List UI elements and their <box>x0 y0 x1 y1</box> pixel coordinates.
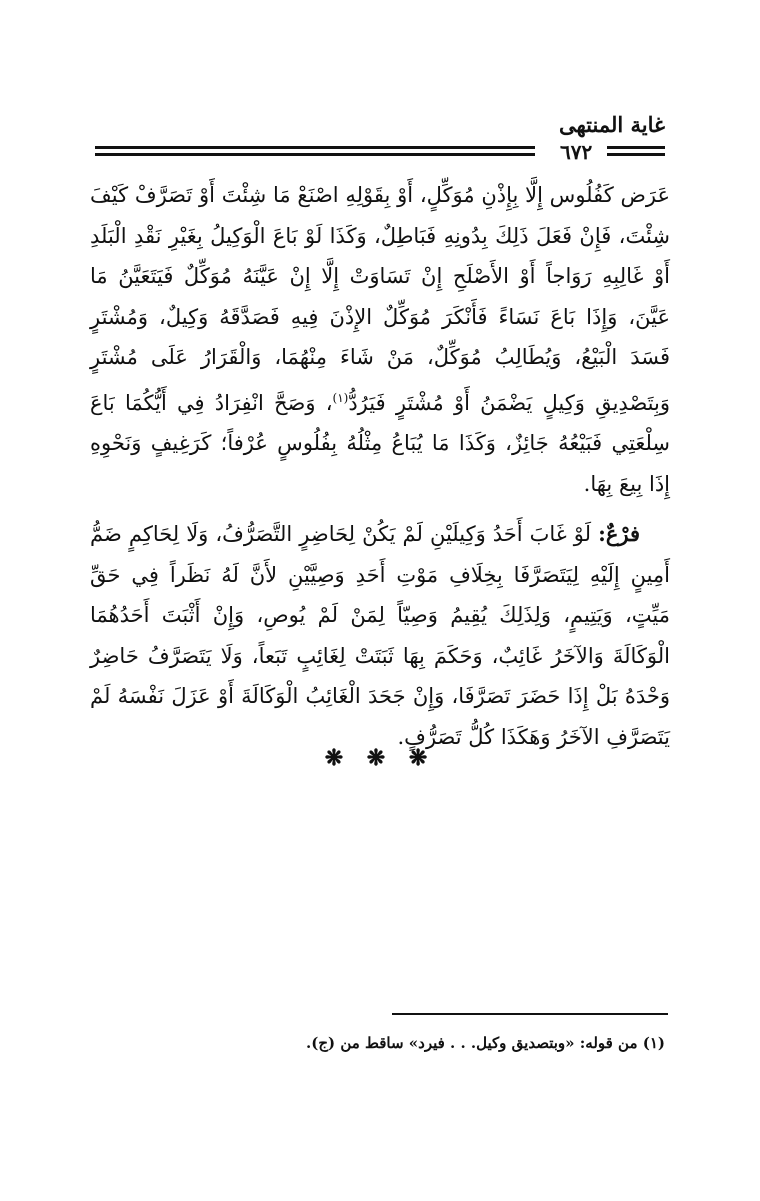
paragraph-2-lead: فرْعٌ: <box>598 521 640 546</box>
header-rule-short-bottom <box>607 153 665 156</box>
footnote-reference[interactable]: (١) <box>332 390 349 405</box>
header-rule-short-top <box>607 146 665 149</box>
section-separator: ❋ ❋ ❋ <box>324 745 436 771</box>
header-rule-bottom <box>95 153 535 156</box>
running-title: غاية المنتهى <box>558 112 665 137</box>
paragraph-2 <box>90 514 670 757</box>
header-rule-top <box>95 146 535 149</box>
paragraph-2-text: لَوْ غَابَ أَحَدُ وَكِيلَيْنِ لَمْ يَكُنْ لِحَاضِرٍ التَّصَرُّفُ، وَلَا لِحَاكِمٍ ضَمُّ أَمِينٍ إِلَيْهِ لِيَتَصَرَّفَا بِخِلَافِ مَوْتِ أَحَدِ وَصِيَّيْنِ لأَنَّ لَهُ نَظَراً فِي حَقِّ مَيِّتٍ، وَيَتِيمٍ، وَلِذَلِكَ يُقِيمُ وَصِيّاً لِمَنْ لَمْ يُوصِ، وَإِنْ أَثْبَتَ أَحَدُهُمَا الْوَكَالَةَ وَالآخَرُ غَائِبٌ، وَحَكَمَ بِهَا ثَبَتَتْ لِغَائِبٍ تَبَعاً، وَلَا يَتَصَرَّفُ حَاضِرٌ وَحْدَهُ بَلْ إِذَا حَضَرَ تَصَرَّفَا، وَإِنْ جَحَدَ الْغَائِبُ الْوَكَالَةَ أَوْ عَزَلَ نَفْسَهُ لَمْ يَتَصَرَّفِ الآخَرُ وَهَكَذَا كُلُّ تَصَرُّفٍ. <box>90 522 670 749</box>
main-text <box>90 175 670 757</box>
page-number: ٦٧٢ <box>560 140 593 164</box>
footnote-1: (١) من قوله: «وبتصديق وكيل. . . فيرد» ساقط من (ج). <box>306 1034 665 1052</box>
paragraph-1-tail: ، وَصَحَّ انْفِرَادُ فِي أَيُّكُمَا بَاعَ سِلْعَتِي فَبَيْعُهُ جَائِزٌ، وَكَذَا مَا يُبَاعُ مِثْلُهُ بِفُلُوسٍ عُرْفاً؛ كَرَغِيفٍ وَنَحْوِهِ إِذَا بِيعَ بِهَا. <box>90 390 670 496</box>
paragraph-1-main: عَرَض كَفُلُوس إِلَّا بِإِذْنِ مُوَكِّلٍ، أَوْ بِقَوْلِهِ اصْنَعْ مَا شِئْتَ أَوْ تَصَرَّفْ كَيْفَ شِئْتَ، فَإِنْ فَعَلَ ذَلِكَ بِدُونِهِ فَبَاطِلٌ، وَكَذَا لَوْ بَاعَ الْوَكِيلُ بِغَيْرِ نَقْدِ الْبَلَدِ أَوْ غَالِبِهِ رَوَاجاً أَوْ الأَصْلَحِ إِنْ تَسَاوَتْ إِلَّا إِنْ عَيَّنَهُ مُوَكِّلٌ فَيَتَعَيَّنُ مَا عَيَّنَ، وَإِذَا بَاعَ نَسَاءً فَأَنْكَرَ مُوَكِّلٌ الإِذْنَ فِيهِ فَصَدَّقَهُ وَكِيلٌ، وَمُشْتَرٍ فَسَدَ الْبَيْعُ، وَيُطَالِبُ مُوَكِّلٌ، مَنْ شَاءَ مِنْهُمَا، وَالْقَرَارُ عَلَى مُشْتَرٍ وَبِتَصْدِيقِ وَكِيلٍ يَضْمَنُ أَوْ مُشْتَرٍ فَيَرُدُّ <box>90 183 670 415</box>
footnote-divider <box>392 1013 668 1015</box>
paragraph-1 <box>90 175 670 504</box>
